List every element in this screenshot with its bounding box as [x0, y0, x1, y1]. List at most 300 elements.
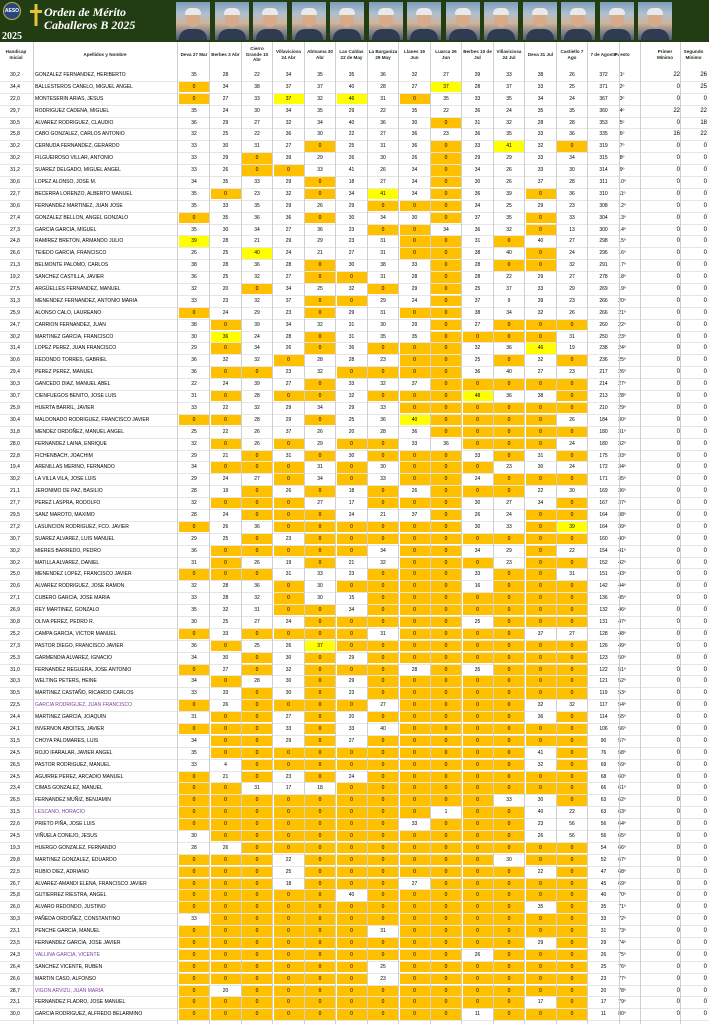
player-name: ALONSO CALO, LAUREANO — [35, 309, 102, 316]
score-cell: 0 — [274, 355, 304, 365]
score-cell: 33 — [506, 523, 512, 530]
score-cell: 0 — [211, 676, 241, 686]
score-cell: 29 — [411, 286, 418, 293]
score-cell: 0 — [242, 367, 272, 377]
total-cell: 69 — [600, 761, 607, 768]
score-cell: 36 — [474, 369, 481, 376]
player-name: LESCANO, HORACIO — [35, 809, 86, 816]
score-cell: 37 — [285, 297, 292, 304]
player-name: PRIETO PIÑA, JOSE LUIS — [35, 821, 95, 828]
score-cell: 0 — [400, 855, 430, 865]
table-row — [0, 902, 709, 914]
score-cell: 0 — [368, 593, 398, 603]
score-cell: 0 — [526, 522, 556, 532]
score-cell: 25 — [222, 618, 229, 625]
score-cell: 31 — [254, 143, 260, 150]
score-cell: 0 — [431, 617, 461, 627]
score-cell: 29 — [191, 535, 197, 542]
score-cell: 0 — [557, 736, 587, 746]
score-cell: 0 — [274, 819, 304, 829]
score-cell: 0 — [431, 748, 461, 758]
score-cell: 0 — [526, 843, 556, 853]
score-cell: 33 — [411, 440, 418, 447]
score-cell: 26 — [222, 844, 229, 851]
score-cell: 31 — [380, 309, 386, 316]
score-cell: 0 — [494, 938, 524, 948]
total-cell: 56 — [600, 821, 607, 828]
handicap-cell: 26,6 — [10, 250, 20, 257]
score-cell: 0 — [557, 997, 587, 1007]
score-cell: 0 — [305, 213, 335, 223]
score-cell: 33 — [191, 916, 197, 923]
score-cell: 31 — [380, 630, 386, 637]
score-cell: 0 — [494, 902, 524, 912]
second-min-cell: 0 — [703, 583, 707, 590]
score-cell: 40 — [537, 238, 544, 245]
score-cell: 0 — [337, 902, 367, 912]
score-cell: 27 — [285, 143, 292, 150]
table-row — [0, 320, 709, 332]
player-name: FERNANDEZ FLADRO, JOSE MANUEL — [35, 999, 126, 1006]
score-cell: 0 — [557, 1009, 587, 1019]
score-cell: 0 — [211, 879, 241, 889]
score-cell: 38 — [380, 262, 386, 269]
score-cell: 0 — [274, 474, 304, 484]
score-cell: 0 — [337, 700, 367, 710]
score-cell: 29 — [285, 202, 292, 209]
score-cell: 0 — [179, 855, 209, 865]
score-cell: 0 — [305, 546, 335, 556]
position-cell: 51º — [618, 666, 626, 673]
total-cell: 17 — [600, 999, 607, 1006]
score-cell: 28 — [191, 488, 197, 495]
score-cell: 38 — [254, 83, 260, 90]
player-name: CERNUDA FERNANDEZ, GERARDO — [35, 143, 120, 150]
score-cell: 0 — [179, 700, 209, 710]
score-cell: 0 — [242, 569, 272, 579]
player-name: ARENILLAS MERINO, FERNANDO — [35, 464, 115, 471]
score-cell: 34 — [191, 654, 197, 661]
score-cell: 0 — [179, 213, 209, 223]
score-cell: 0 — [211, 890, 241, 900]
score-cell: 22 — [380, 107, 386, 114]
score-cell: 37 — [411, 511, 418, 518]
score-cell: 32 — [317, 95, 323, 102]
first-min-cell: 0 — [676, 880, 680, 887]
position-cell: 80º — [618, 1011, 626, 1018]
total-cell: 23 — [600, 975, 607, 982]
score-cell: 0 — [368, 367, 398, 377]
score-cell: 29 — [348, 654, 355, 661]
score-cell: 0 — [211, 997, 241, 1007]
score-cell: 0 — [494, 332, 524, 342]
player-name: MARTINEZ CASTAÑO, RICARDO CARLOS — [35, 690, 134, 697]
score-cell: 0 — [526, 676, 556, 686]
total-cell: 52 — [600, 856, 607, 863]
player-name: MARTINEZ GARCIA, JOAQUIN — [35, 714, 107, 721]
score-cell: 33 — [506, 797, 512, 804]
score-cell: 33 — [191, 143, 197, 150]
score-cell: 0 — [431, 284, 461, 294]
handicap-cell: 31,4 — [10, 345, 20, 352]
first-min-cell: 0 — [676, 369, 680, 376]
first-min-cell: 0 — [676, 226, 680, 233]
first-min-cell: 0 — [676, 761, 680, 768]
header-name: Apellidos y Nombre — [83, 51, 127, 57]
player-name: PAÑEDA ORDOÑEZ, CONSTANTINO — [35, 916, 121, 923]
second-min-cell: 0 — [703, 95, 707, 102]
score-cell: 0 — [211, 783, 241, 793]
first-min-cell: 0 — [676, 809, 680, 816]
total-cell: 151 — [599, 571, 608, 578]
score-cell: 36 — [191, 369, 197, 376]
position-cell: 24º — [618, 345, 626, 352]
score-cell: 0 — [242, 855, 272, 865]
score-cell: 36 — [191, 119, 197, 126]
score-cell: 0 — [242, 451, 272, 461]
score-cell: 0 — [179, 308, 209, 318]
score-cell: 0 — [274, 807, 304, 817]
total-cell: 128 — [599, 630, 608, 637]
score-cell: 0 — [463, 890, 493, 900]
score-cell: 0 — [431, 676, 461, 686]
score-cell: 31 — [380, 274, 386, 281]
score-cell: 0 — [274, 760, 304, 770]
score-cell: 0 — [211, 736, 241, 746]
second-min-cell: 0 — [703, 749, 707, 756]
table-row — [0, 236, 709, 248]
handicap-cell: 30,2 — [10, 333, 20, 340]
total-cell: 298 — [599, 238, 608, 245]
score-cell: 0 — [305, 867, 335, 877]
score-cell: 38 — [191, 262, 197, 269]
table-row — [0, 118, 709, 130]
position-cell: 62º — [618, 797, 626, 804]
score-cell: 34 — [285, 107, 292, 114]
score-cell: 0 — [526, 926, 556, 936]
position-cell: 72º — [618, 916, 626, 923]
score-cell: 34 — [537, 95, 544, 102]
score-cell: 56 — [569, 833, 575, 839]
score-cell: 0 — [463, 879, 493, 889]
table-row — [0, 736, 709, 748]
player-photo — [215, 2, 249, 40]
score-cell: 0 — [526, 1009, 556, 1019]
score-cell: 18 — [348, 179, 355, 186]
score-cell: 36 — [191, 547, 197, 554]
score-cell: 40 — [400, 415, 430, 425]
score-cell: 36 — [191, 642, 197, 649]
handicap-cell: 27,7 — [10, 500, 20, 507]
title-banner — [0, 0, 709, 42]
score-cell: 34 — [506, 309, 512, 316]
score-cell: 24 — [222, 309, 229, 316]
score-cell: 38 — [191, 321, 197, 328]
position-cell: 61º — [618, 785, 626, 792]
score-cell: 22 — [537, 488, 544, 495]
score-cell: 0 — [557, 795, 587, 805]
score-cell: 0 — [305, 914, 335, 924]
player-photo — [484, 2, 518, 40]
score-cell: 0 — [242, 795, 272, 805]
score-cell: 36 — [474, 107, 481, 114]
score-cell: 0 — [368, 522, 398, 532]
handicap-cell: 22,7 — [10, 190, 20, 197]
score-cell: 0 — [305, 795, 335, 805]
score-cell: 29 — [191, 452, 197, 459]
score-cell: 0 — [557, 141, 587, 151]
score-cell: 29 — [506, 547, 512, 554]
score-cell: 25 — [474, 286, 481, 293]
score-cell: 30 — [191, 333, 197, 340]
score-cell: 0 — [400, 902, 430, 912]
player-name: SANCHEZ VICENTE, RUBEN — [35, 963, 103, 970]
score-cell: 40 — [380, 725, 386, 732]
score-cell: 29 — [348, 309, 355, 316]
score-cell: 36 — [569, 190, 575, 197]
score-cell: 0 — [557, 676, 587, 686]
table-row — [0, 605, 709, 617]
score-cell: 0 — [494, 236, 524, 246]
score-cell: 34 — [317, 476, 323, 483]
score-cell: 24 — [506, 107, 512, 114]
score-cell: 0 — [557, 902, 587, 912]
score-cell: 0 — [305, 819, 335, 829]
score-cell: 33 — [191, 297, 197, 304]
score-cell: 31 — [474, 238, 481, 245]
score-cell: 24 — [222, 476, 229, 483]
score-cell: 0 — [431, 605, 461, 615]
score-cell: 0 — [337, 522, 367, 532]
score-cell: 0 — [494, 355, 524, 365]
score-cell: 31 — [317, 464, 323, 471]
score-cell: 0 — [211, 439, 241, 449]
score-cell: 39 — [179, 236, 209, 246]
second-min-cell: 0 — [703, 642, 707, 649]
score-cell: 29 — [317, 155, 323, 162]
score-cell: 39 — [557, 522, 587, 532]
first-min-cell: 16 — [673, 131, 680, 138]
score-cell: 33 — [474, 452, 481, 459]
first-min-cell: 0 — [676, 607, 680, 614]
handicap-cell: 30,2 — [10, 559, 20, 566]
score-cell: 32 — [537, 761, 544, 768]
score-cell: 0 — [557, 772, 587, 782]
second-min-cell: 0 — [703, 464, 707, 471]
score-cell: 26 — [222, 523, 229, 530]
total-cell: 169 — [599, 488, 608, 495]
score-cell: 0 — [337, 474, 367, 484]
second-min-cell: 0 — [703, 844, 707, 851]
score-cell: 0 — [211, 974, 241, 984]
score-cell: 0 — [242, 736, 272, 746]
score-cell: 18 — [285, 880, 292, 887]
score-cell: 0 — [179, 986, 209, 996]
score-cell: 0 — [274, 938, 304, 948]
player-photo — [292, 2, 326, 40]
first-min-cell: 0 — [676, 749, 680, 756]
score-cell: 30 — [537, 797, 544, 804]
first-min-cell: 0 — [676, 559, 680, 566]
score-cell: 0 — [400, 391, 430, 401]
score-cell: 22 — [285, 856, 292, 863]
first-min-cell: 0 — [676, 440, 680, 447]
score-cell: 0 — [179, 819, 209, 829]
score-cell: 0 — [274, 748, 304, 758]
header-event: Las Caldas 22 de May — [339, 49, 364, 60]
first-min-cell: 0 — [676, 868, 680, 875]
player-photo — [253, 2, 287, 40]
score-cell: 0 — [557, 688, 587, 698]
handicap-cell: 28,7 — [10, 987, 20, 994]
position-cell: 26º — [618, 369, 626, 376]
score-cell: 28 — [191, 844, 197, 851]
score-cell: 0 — [400, 201, 430, 211]
score-cell: 0 — [274, 700, 304, 710]
score-cell: 0 — [526, 724, 556, 734]
score-cell: 36 — [380, 119, 386, 126]
first-min-cell: 0 — [676, 535, 680, 542]
position-cell: 44º — [618, 583, 626, 590]
score-cell: 33 — [348, 381, 355, 388]
score-cell: 0 — [368, 688, 398, 698]
score-cell: 17 — [285, 785, 292, 792]
first-min-cell: 0 — [676, 583, 680, 590]
total-cell: 66 — [600, 785, 607, 792]
table-row — [0, 486, 709, 498]
score-cell: 39 — [474, 72, 481, 78]
score-cell: 21 — [348, 559, 355, 566]
score-cell: 0 — [431, 367, 461, 377]
score-cell: 0 — [557, 320, 587, 330]
score-cell: 0 — [557, 724, 587, 734]
score-cell: 0 — [494, 427, 524, 437]
score-cell: 36 — [317, 226, 323, 233]
score-cell: 0 — [274, 581, 304, 591]
score-cell: 0 — [526, 914, 556, 924]
player-name: FICHENBACH, JOACHIM — [35, 452, 93, 459]
handicap-cell: 24,5 — [10, 773, 20, 780]
header-event: Abtsama 30 Abr — [307, 49, 333, 60]
position-cell: 1º — [619, 72, 625, 78]
score-cell: 0 — [368, 439, 398, 449]
score-cell: 0 — [400, 641, 430, 651]
score-cell: 0 — [494, 724, 524, 734]
second-min-cell: 0 — [703, 547, 707, 554]
player-photo — [600, 2, 634, 40]
score-cell: 27 — [569, 274, 575, 281]
score-cell: 0 — [494, 831, 524, 841]
score-cell: 0 — [557, 581, 587, 591]
score-cell: 27 — [285, 274, 292, 281]
position-cell: 52º — [618, 678, 626, 685]
score-cell: 29 — [348, 404, 355, 411]
first-min-cell: 0 — [676, 286, 680, 293]
score-cell: 0 — [400, 938, 430, 948]
total-cell: 175 — [599, 452, 608, 459]
score-cell: 0 — [494, 486, 524, 496]
position-cell: 38º — [618, 511, 626, 518]
score-cell: 0 — [557, 427, 587, 437]
score-cell: 0 — [526, 974, 556, 984]
score-cell: 32 — [222, 607, 229, 614]
score-cell: 33 — [506, 72, 512, 78]
score-cell: 0 — [179, 926, 209, 936]
score-cell: 0 — [431, 213, 461, 223]
first-min-cell: 0 — [676, 179, 680, 186]
total-cell: 154 — [599, 547, 608, 554]
score-cell: 0 — [494, 641, 524, 651]
score-cell: 0 — [494, 890, 524, 900]
total-cell: 164 — [599, 523, 608, 530]
score-cell: 23 — [348, 226, 355, 233]
first-min-cell: 0 — [676, 595, 680, 602]
score-cell: 27 — [254, 476, 260, 483]
score-cell: 32 — [254, 595, 260, 602]
score-cell: 22 — [506, 274, 512, 281]
first-min-cell: 0 — [676, 963, 680, 970]
score-cell: 0 — [431, 308, 461, 318]
first-min-cell: 0 — [676, 238, 680, 245]
score-cell: 0 — [305, 379, 335, 389]
score-cell: 0 — [179, 629, 209, 639]
score-cell: 0 — [494, 783, 524, 793]
first-min-cell: 0 — [676, 714, 680, 721]
score-cell: 29 — [222, 155, 229, 162]
handicap-cell: 26,4 — [10, 963, 20, 970]
handicap-cell: 29,4 — [10, 369, 20, 376]
score-cell: 0 — [431, 534, 461, 544]
score-cell: 26 — [474, 951, 481, 958]
score-cell: 0 — [463, 629, 493, 639]
first-min-cell: 0 — [676, 488, 680, 495]
score-cell: 0 — [526, 320, 556, 330]
score-cell: 0 — [305, 879, 335, 889]
score-cell: 0 — [368, 225, 398, 235]
score-cell: 34 — [254, 345, 260, 352]
position-cell: 33º — [618, 452, 626, 459]
score-cell: 29 — [537, 202, 544, 209]
score-cell: 0 — [242, 974, 272, 984]
score-cell: 0 — [526, 248, 556, 258]
score-cell: 0 — [494, 403, 524, 413]
position-cell: 30º — [618, 416, 626, 423]
score-cell: 0 — [431, 1009, 461, 1019]
score-cell: 34 — [191, 179, 197, 186]
score-cell: 34 — [285, 286, 292, 293]
score-cell: 0 — [242, 843, 272, 853]
score-cell: 0 — [463, 403, 493, 413]
second-min-cell: 0 — [703, 678, 707, 685]
header-event: Deva 31 Jul — [527, 51, 554, 57]
score-cell: 36 — [474, 131, 481, 138]
total-cell: 126 — [599, 642, 608, 649]
first-min-cell: 0 — [676, 773, 680, 780]
position-cell: 9º — [619, 167, 625, 174]
score-cell: 29 — [191, 345, 197, 352]
ranking-table — [0, 70, 709, 1021]
score-cell: 23 — [285, 773, 292, 780]
first-min-cell: 0 — [676, 155, 680, 162]
score-cell: 29 — [474, 155, 481, 162]
position-cell: 69º — [618, 880, 626, 887]
score-cell: 0 — [305, 831, 335, 841]
score-cell: 56 — [569, 821, 575, 828]
player-photo — [407, 2, 441, 40]
score-cell: 0 — [274, 1009, 304, 1019]
score-cell: 0 — [431, 177, 461, 187]
score-cell: 0 — [305, 451, 335, 461]
